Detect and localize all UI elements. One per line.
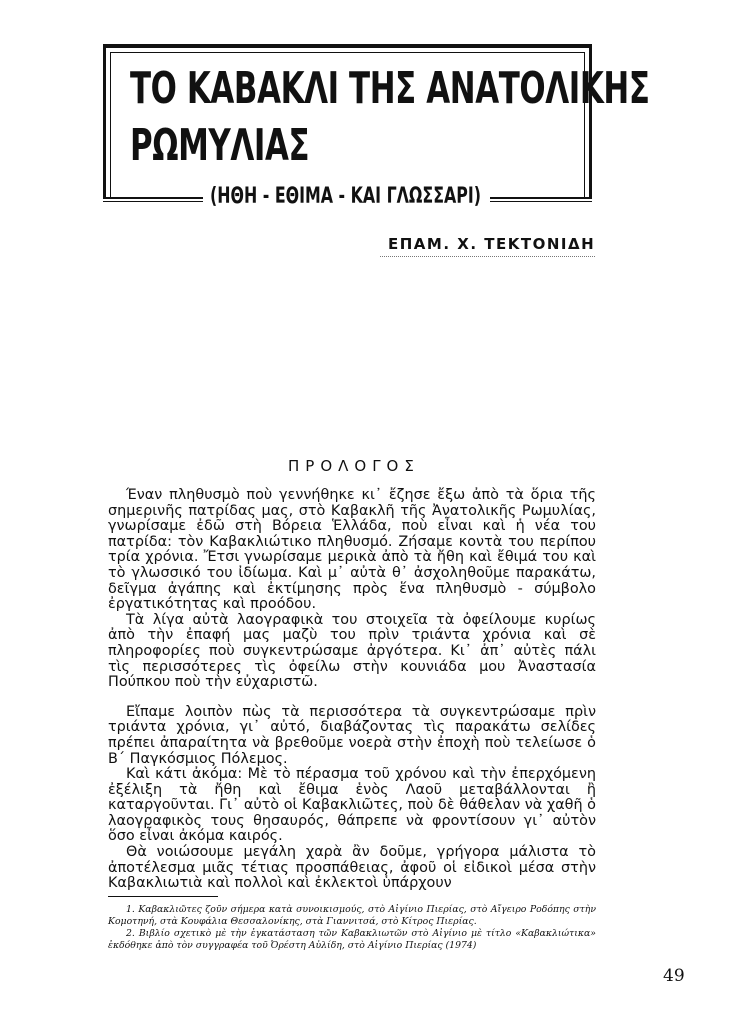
title-line-1: ΤΟ ΚΑΒΑΚΛΙ ΤΗΣ ΑΝΑΤΟΛΙΚΗΣ	[130, 63, 650, 114]
footnote-separator	[108, 896, 218, 897]
subtitle-rule-left	[103, 197, 203, 199]
paragraph-5: Θὰ νοιώσουμε μεγάλη χαρὰ ἂν δοῦμε, γρήγορα μάλιστα τὸ ἀποτέλεσμα μιᾶς τέτιας προσπάθειας, ἀφοῦ οἱ εἰδικοὶ μέσα στὴν Καβακλιωτιὰ καὶ πολλοὶ καὶ ἐκλεκτοὶ ὑπάρχουν	[108, 844, 596, 892]
section-heading: ΠΡΟΛΟΓΟΣ	[288, 457, 420, 475]
title-line-2: ΡΩΜΥΛΙΑΣ	[130, 120, 310, 171]
paragraph-2: Τὰ λίγα αὐτὰ λαογραφικὰ του στοιχεῖα τὰ ὀφείλουμε κυρίως ἀπὸ τὴν ἐπαφή μας μαζὺ του πρὶν τριάντα χρόνια καὶ σὲ πληροφορίες ποὺ συγκεντρώσαμε ἀργότερα. Κι᾽ ἀπ᾽ αὐτὲς πάλι τὶς περισσότερες τὶς ὀφείλω στὴν κουνιάδα μου Ἀναστασία Πούπκου ποὺ τὴν εὐχαριστῶ.	[108, 611, 596, 691]
footnotes	[108, 904, 596, 952]
paragraph-1: Έναν πληθυσμὸ ποὺ γεννήθηκε κι᾽ ἔζησε ἔξω ἀπὸ τὰ ὅρια τῆς σημερινῆς πατρίδας μας, στὸ Καβακλῆ τῆς Ἀνατολικῆς Ρωμυλίας, γνωρίσαμε ἐδῶ στὴ Βόρεια Ἑλλάδα, ποὺ εἶναι καὶ ἡ νέα του πατρίδα: τὸν Καβακλιώτικο πληθυσμό. Ζήσαμε κοντὰ του περίπου τρία χρόνια. Ἔτσι γνωρίσαμε μερικὰ ἀπὸ τὰ ἤθη καὶ ἔθιμά του καὶ τὸ γλωσσικό του ἰδίωμα. Καὶ μ᾽ αὐτὰ θ᾽ ἀσχοληθοῦμε παρακάτω, δεῖγμα ἀγάπης καὶ ἐκτίμησης πρὸς ἕνα πληθυσμὸ - σύμβολο ἐργατικότητας καὶ προόδου.	[108, 487, 596, 613]
paragraph-4: Καὶ κάτι ἀκόμα: Μὲ τὸ πέρασμα τοῦ χρόνου καὶ τὴν ἐπερχόμενη ἐξέλιξη τὰ ἤθη καὶ ἔθιμα ἑνὸς Λαοῦ μεταβάλλονται ἢ καταργοῦνται. Γι᾽ αὐτὸ οἱ Καβακλιῶτες, ποὺ δὲ θάθελαν νὰ χαθῆ ὁ λαογραφικὸς τους θησαυρός, θάπρεπε νὰ φροντίσουν γι᾽ αὐτὸν ὅσο εἶναι ἀκόμα καιρός.	[108, 766, 596, 845]
subtitle-rule-right	[490, 197, 592, 199]
author-name: ΕΠΑΜ. Χ. ΤΕΚΤΟΝΙΔΗ	[388, 235, 596, 253]
subtitle-rule-left-thin	[103, 201, 203, 202]
footnote-1: 1. Καβακλιῶτες ζοῦν σήμερα κατὰ συνοικισμούς, στὸ Αἰγίνιο Πιερίας, στὸ Αἴγειρο Ροδόπης στὴν Κομοτηνή, στὰ Κουφάλια Θεσσαλονίκης, στὰ Γιαννιτσά, στὸ Κίτρος Πιερίας.	[108, 904, 596, 927]
paragraph-3: Εἴπαμε λοιπὸν πὼς τὰ περισσότερα τὰ συγκεντρώσαμε πρὶν τριάντα χρόνια, γι᾽ αὐτό, διαβάζοντας τὶς παρακάτω σελίδες πρέπει ἀπαραίτητα νὰ βρεθοῦμε νοερὰ στὴν ἐποχὴ ποὺ τελείωσε ὁ Β΄ Παγκόσμιος Πόλεμος.	[108, 703, 596, 767]
subtitle-rule-right-thin	[490, 201, 592, 202]
footnote-2: 2. Βιβλίο σχετικὸ μὲ τὴν ἐγκατάσταση τῶν Καβακλιωτῶν στὸ Αἰγίνιο μὲ τίτλο «Καβακλιώτικα» ἐκδόθηκε ἀπὸ τὸν συγγραφέα τοῦ Ὀρέστη Αὐλίδη, στὸ Αἰγίνιο Πιερίας (1974)	[108, 928, 596, 951]
article-subtitle: (ΗΘΗ - ΕΘΙΜΑ - ΚΑΙ ΓΛΩΣΣΑΡΙ)	[210, 184, 482, 209]
page-number: 49	[663, 966, 685, 986]
article-title	[130, 60, 650, 174]
author-underline	[380, 256, 595, 257]
body-text	[108, 488, 596, 892]
